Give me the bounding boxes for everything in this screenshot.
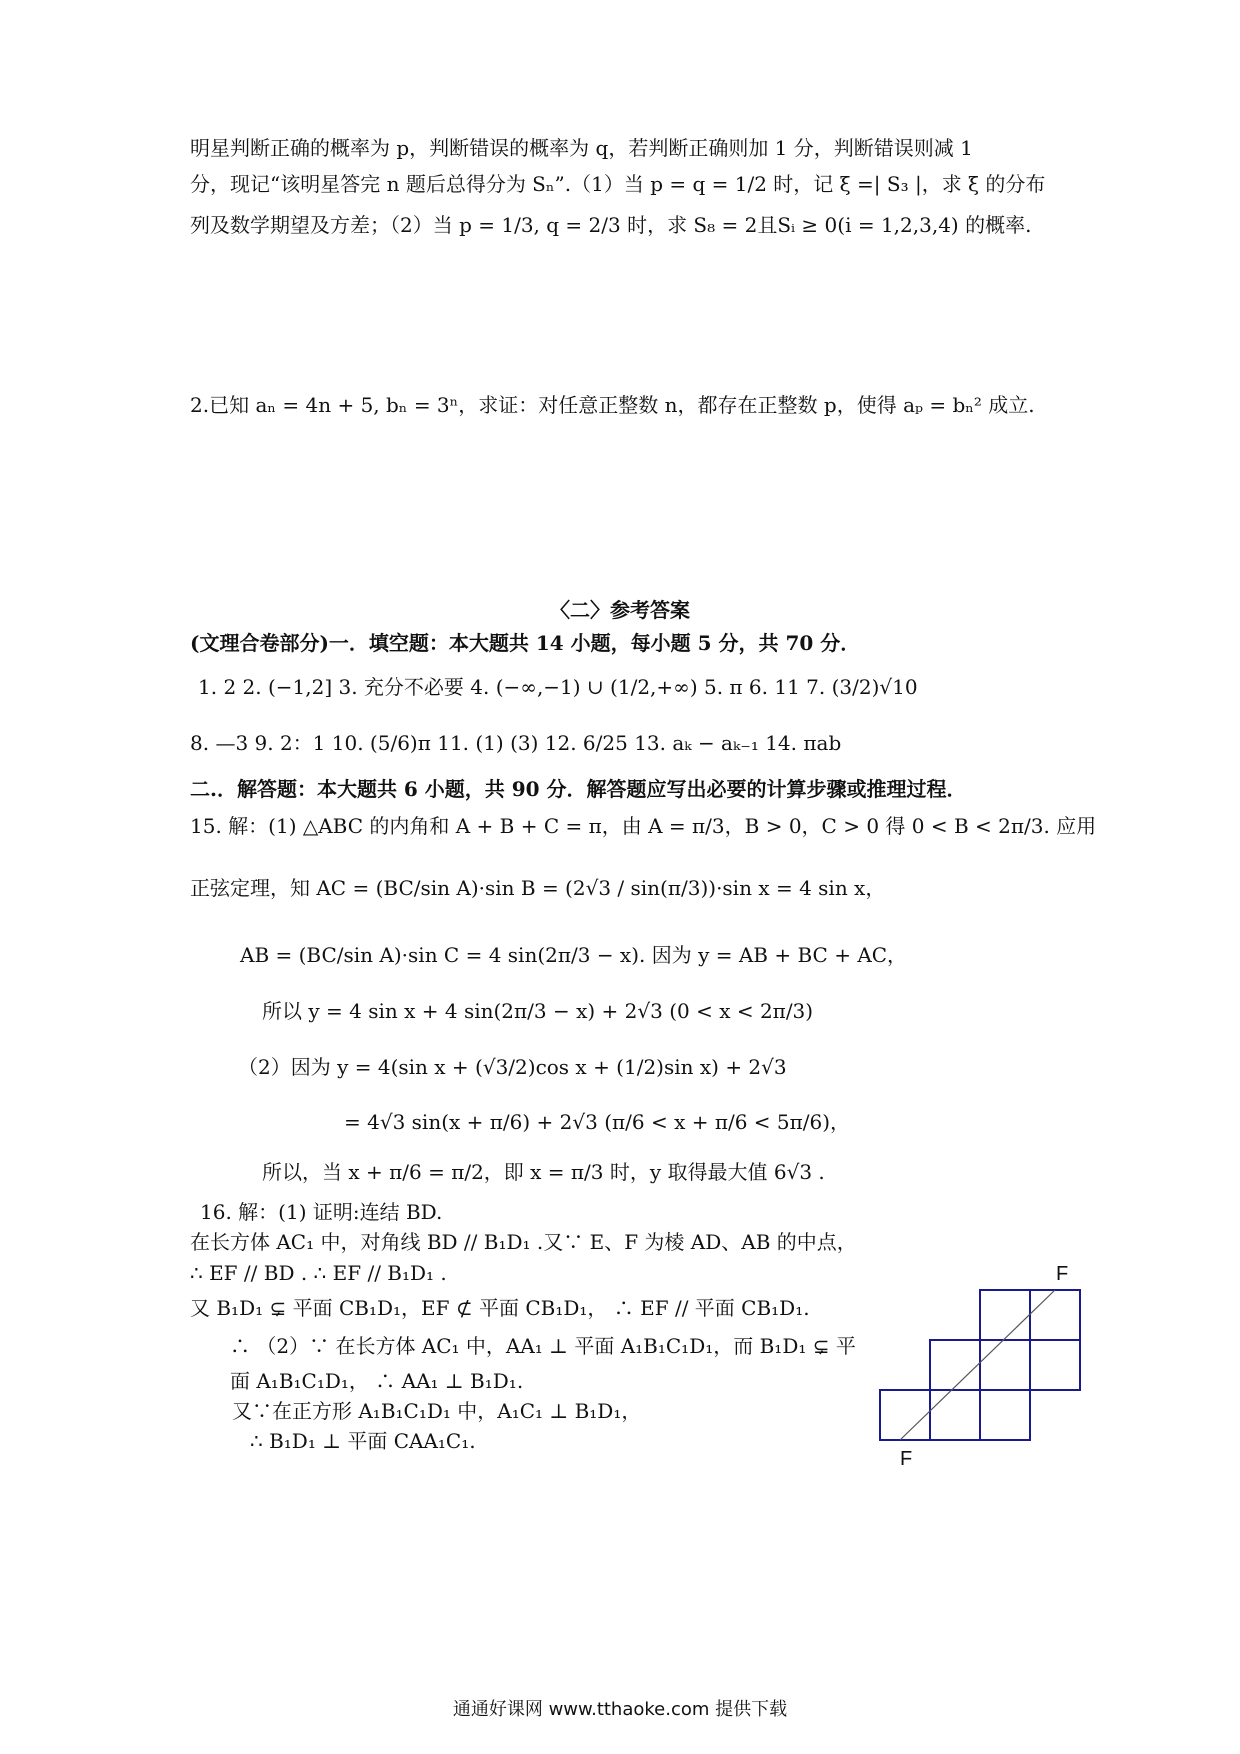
solution-16-line-4: 又 B₁D₁ ⊊ 平面 CB₁D₁，EF ⊄ 平面 CB₁D₁， ∴ EF // 平面 CB₁D₁. <box>190 1296 810 1320</box>
page-footer: 通通好课网 www.tthaoke.com 提供下载 <box>452 1699 788 1720</box>
figure-diagonal <box>900 1290 1055 1440</box>
figure-label-bottom: F <box>900 1448 913 1470</box>
figure-cell <box>930 1340 980 1390</box>
unfolded-cube-figure <box>880 1240 1100 1470</box>
solve-header: 二.．解答题：本大题共 6 小题，共 90 分．解答题应写出必要的计算步骤或推理过程． <box>190 777 967 801</box>
figure-cell <box>980 1390 1030 1440</box>
figure-cell <box>980 1290 1030 1340</box>
solution-16-line-3: ∴ EF // BD . ∴ EF // B₁D₁ . <box>190 1261 447 1285</box>
figure-cell <box>880 1390 930 1440</box>
figure-label-top: F <box>1056 1263 1069 1285</box>
solution-16-line-6: 面 A₁B₁C₁D₁， ∴ AA₁ ⊥ B₁D₁. <box>230 1369 524 1393</box>
solution-16-line-7: 又∵在正方形 A₁B₁C₁D₁ 中，A₁C₁ ⊥ B₁D₁， <box>232 1399 642 1423</box>
solution-15-line-2: 正弦定理，知 AC = (BC/sin A)·sin B = (2√3 / sin(π/3))·sin x = 4 sin x， <box>190 876 886 900</box>
solution-15-line-6: = 4√3 sin(x + π/6) + 2√3 (π/6 < x + π/6 < 5π/6)， <box>344 1110 851 1134</box>
solution-16-line-5: ∴ （2）∵ 在长方体 AC₁ 中，AA₁ ⊥ 平面 A₁B₁C₁D₁，而 B₁D₁ ⊊ 平 <box>230 1334 856 1358</box>
solution-15-line-7: 所以，当 x + π/6 = π/2，即 x = π/3 时，y 取得最大值 6√3 . <box>262 1160 825 1184</box>
problem-1-line-3: 列及数学期望及方差；（2）当 p = 1/3, q = 2/3 时，求 S₈ = 2且Sᵢ ≥ 0(i = 1,2,3,4) 的概率. <box>190 213 1032 237</box>
solution-16-line-1: 16. 解：(1) 证明:连结 BD. <box>200 1200 443 1224</box>
solution-15-line-3: AB = (BC/sin A)·sin C = 4 sin(2π/3 − x). 因为 y = AB + BC + AC， <box>240 943 908 967</box>
solution-16-line-2: 在长方体 AC₁ 中，对角线 BD // B₁D₁ .又∵ E、F 为棱 AD、AB 的中点， <box>190 1230 857 1254</box>
fill-in-answers-row-1: 1. 2 2. (−1,2] 3. 充分不必要 4. (−∞,−1) ∪ (1/2,+∞) 5. π 6. 11 7. (3/2)√10 <box>198 675 918 699</box>
fill-in-answers-row-2: 8. —3 9. 2：1 10. (5/6)π 11. (1) (3) 12. 6/25 13. aₖ − aₖ₋₁ 14. πab <box>190 731 842 755</box>
solution-15-line-1: 15. 解：(1) △ABC 的内角和 A + B + C = π，由 A = π/3，B > 0，C > 0 得 0 < B < 2π/3. 应用 <box>190 814 1097 838</box>
figure-cell <box>1030 1340 1080 1390</box>
fill-in-header: (文理合卷部分)一．填空题：本大题共 14 小题，每小题 5 分，共 70 分． <box>190 631 861 655</box>
figure-cell <box>930 1390 980 1440</box>
problem-1-line-2: 分，现记“该明星答完 n 题后总得分为 Sₙ”.（1）当 p = q = 1/2 时，记 ξ =| S₃ |，求 ξ 的分布 <box>190 172 1046 196</box>
solution-15-line-4: 所以 y = 4 sin x + 4 sin(2π/3 − x) + 2√3 (0 < x < 2π/3) <box>262 999 814 1023</box>
figure-cell <box>980 1340 1030 1390</box>
problem-1-line-1: 明星判断正确的概率为 p，判断错误的概率为 q，若判断正确则加 1 分，判断错误则减 1 <box>190 136 973 160</box>
problem-2: 2.已知 aₙ = 4n + 5, bₙ = 3ⁿ，求证：对任意正整数 n，都存在正整数 p，使得 aₚ = bₙ² 成立. <box>190 393 1035 417</box>
answers-title: 〈二〉参考答案 <box>550 598 690 622</box>
figure-cell <box>1030 1290 1080 1340</box>
solution-16-line-8: ∴ B₁D₁ ⊥ 平面 CAA₁C₁. <box>250 1429 476 1453</box>
solution-15-line-5: （2）因为 y = 4(sin x + (√3/2)cos x + (1/2)sin x) + 2√3 <box>238 1055 787 1079</box>
